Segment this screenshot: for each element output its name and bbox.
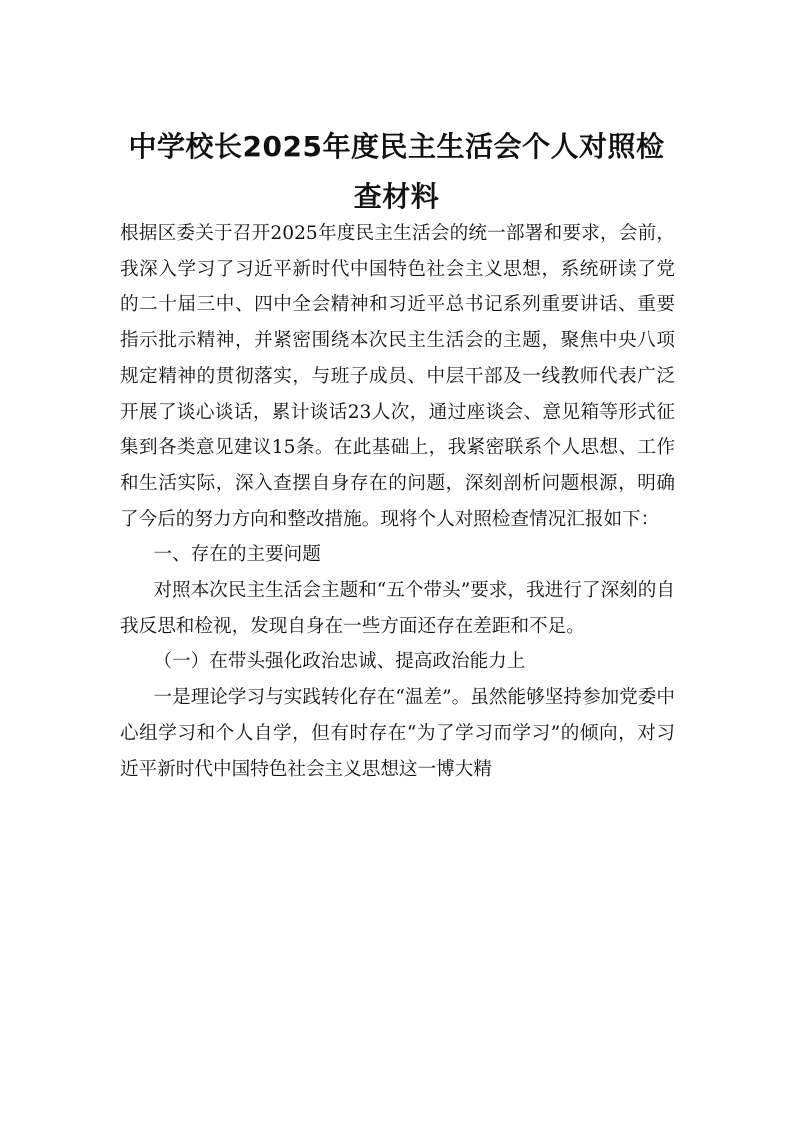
subsection-paragraph-1: 一是理论学习与实践转化存在“温差”。虽然能够坚持参加党委中心组学习和个人自学，但有时存在“为了学习而学习”的倾向，对习近平新时代中国特色社会主义思想这一博大精 (120, 687, 675, 780)
intro-paragraph: 根据区委关于召开2025年度民主生活会的统一部署和要求，会前，我深入学习了习近平新时代中国特色社会主义思想，系统研读了党的二十届三中、四中全会精神和习近平总书记系列重要讲话、重要指示批示精神，并紧密围绕本次民主生活会的主题，聚焦中央八项规定精神的贯彻落实，与班子成员、中层干部及一线教师代表广泛开展了谈心谈话，累计谈话23人次，通过座谈会、意见箱等形式征集到各类意见建议15条。在此基础上，我紧密联系个人思想、工作和生活实际，深入查摆自身存在的问题，深刻剖析问题根源，明确了今后的努力方向和整改措施。现将个人对照检查情况汇报如下： (120, 223, 675, 530)
document-body (120, 216, 675, 787)
title-line-2: 查材料 (353, 180, 440, 213)
document-title (110, 122, 683, 222)
section-heading-1: 一、存在的主要问题 (153, 544, 321, 566)
section-paragraph-1: 对照本次民主生活会主题和“五个带头”要求，我进行了深刻的自我反思和检视，发现自身在一些方面还存在差距和不足。 (120, 580, 675, 637)
subsection-heading-1: （一）在带头强化政治忠诚、提高政治能力上 (153, 651, 526, 673)
title-line-1: 中学校长2025年度民主生活会个人对照检 (128, 130, 665, 163)
